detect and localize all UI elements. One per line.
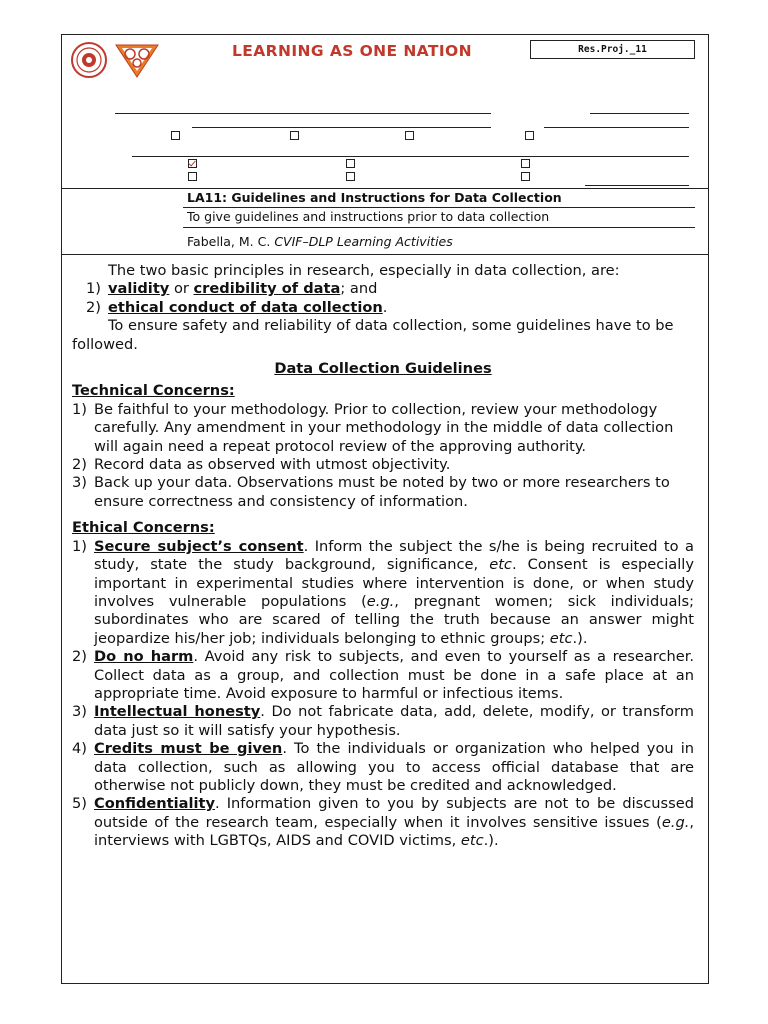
intro-paragraph: The two basic principles in research, especially in data collection, are:	[108, 262, 620, 279]
list-item: 3) Back up your data. Observations must be noted by two or more researchers to ensure correctness and consistency of information.	[72, 474, 670, 510]
dlp-logo-icon	[116, 45, 158, 77]
checkbox[interactable]	[521, 172, 530, 181]
header-title: LEARNING AS ONE NATION	[232, 42, 472, 60]
activity-subtitle-rule	[183, 227, 695, 228]
school-seal-icon	[72, 43, 106, 77]
list-item: 2) Do no harm. Avoid any risk to subjects, and even to yourself as a researcher. Collect data as a group, and collection must be done in a safe place at an appropriate time. Avoid exposure to harmful or infectious items.	[72, 648, 695, 702]
activity-author: Fabella, M. C. CVIF–DLP Learning Activities	[187, 234, 453, 249]
form-line	[192, 127, 491, 128]
header-divider	[61, 188, 709, 189]
checkbox[interactable]	[346, 172, 355, 181]
activity-title-rule	[183, 207, 695, 208]
checkbox[interactable]	[521, 159, 530, 168]
list-item: 2) ethical conduct of data collection.	[86, 298, 388, 316]
activity-title: LA11: Guidelines and Instructions for Data Collection	[187, 190, 562, 205]
activity-divider	[61, 254, 709, 255]
checkbox[interactable]	[346, 159, 355, 168]
form-line	[590, 113, 689, 114]
list-item: 4) Credits must be given. To the individuals or organization who helped you in data collection, such as allowing you to access official database that are otherwise not publicly down, they must be credited and acknowledged.	[72, 740, 694, 794]
activity-subtitle: To give guidelines and instructions prior to data collection	[187, 209, 550, 224]
checkbox[interactable]	[171, 131, 180, 140]
checkbox[interactable]	[525, 131, 534, 140]
checkbox[interactable]	[405, 131, 414, 140]
ethical-heading: Ethical Concerns:	[72, 519, 215, 537]
form-line	[115, 113, 491, 114]
intro-paragraph: To ensure safety and reliability of data collection, some guidelines have to be followed.	[72, 317, 674, 353]
list-item: 1) Be faithful to your methodology. Prior to collection, review your methodology carefully. Any amendment in your methodology in the middle of data collection will again need a repeat protocol review of the approving authority.	[72, 400, 674, 455]
form-line	[544, 127, 689, 128]
list-item: 1) validity or credibility of data; and	[86, 280, 378, 298]
checkbox-checked[interactable]	[188, 159, 197, 168]
checkbox[interactable]	[290, 131, 299, 140]
project-code-box: Res.Proj._11	[530, 40, 695, 59]
list-item: 2) Record data as observed with utmost objectivity.	[72, 456, 451, 474]
section-title: Data Collection Guidelines	[274, 360, 492, 378]
list-item: 1) Secure subject’s consent. Inform the subject the s/he is being recruited to a study, state the study background, significance, etc. Consent is especially important in experimental studies where intervention is done, or when study involves vulnerable populations (e.g., pregnant women; sick individuals; subordinates who are scared of telling the truth because an answer might jeopardize his/her job; individuals belonging to ethnic groups; etc.).	[72, 537, 694, 647]
checkbox[interactable]	[188, 172, 197, 181]
document-body	[72, 262, 694, 851]
school-logos	[70, 41, 162, 79]
list-item: 5) Confidentiality. Information given to you by subjects are not to be discussed outside of the research team, especially when it involves sensitive issues (e.g., interviews with LGBTQs, AIDS and COVID victims, etc.).	[72, 795, 694, 850]
activity-source: CVIF–DLP Learning Activities	[274, 234, 453, 249]
form-line	[585, 185, 689, 186]
list-item: 3) Intellectual honesty. Do not fabricate data, add, delete, modify, or transform data just so it will satisfy your hypothesis.	[72, 703, 694, 739]
form-line	[132, 156, 689, 157]
technical-heading: Technical Concerns:	[72, 382, 235, 400]
